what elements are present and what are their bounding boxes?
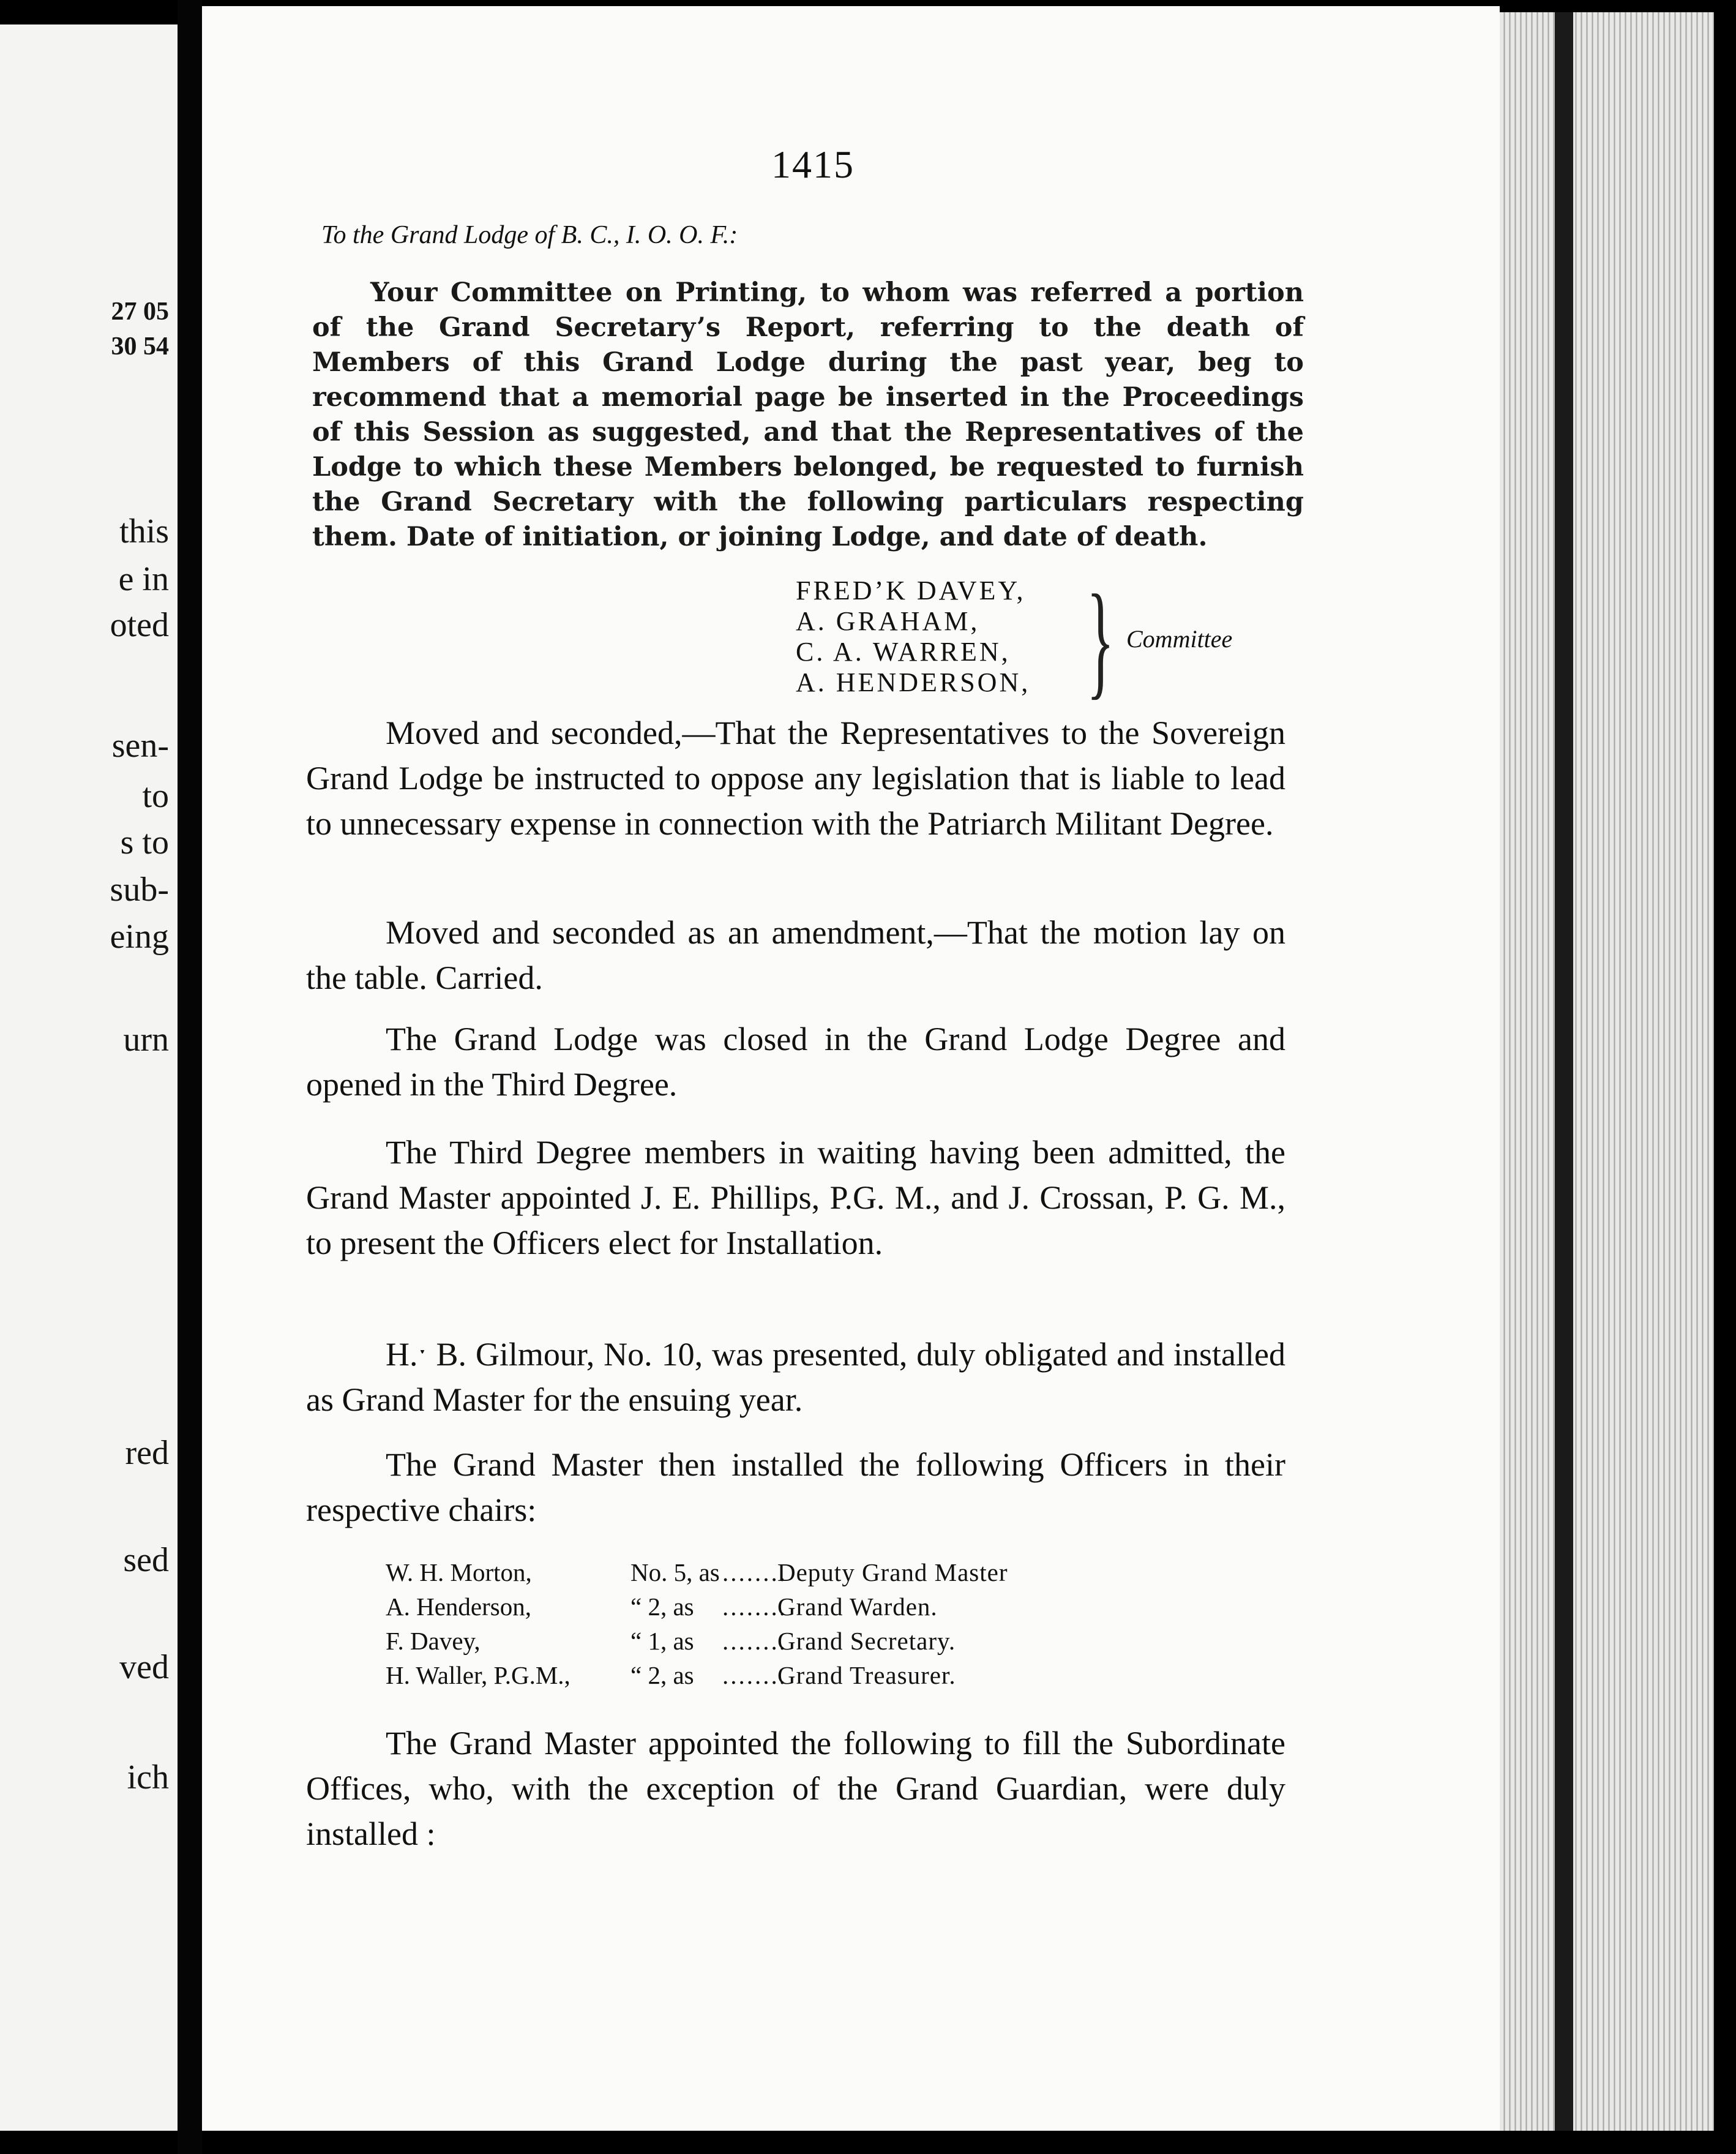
left-page-text: sen- (111, 727, 169, 765)
officer-name: W. H. Morton, (386, 1558, 532, 1586)
officer-lodge: “ 2, as (630, 1661, 694, 1689)
officer-name: A. Henderson, (386, 1593, 531, 1621)
paragraph: The Grand Master appointed the following to fill the Subordinate Offices, who, with the exception of the Grand Guardian, were duly installed : (306, 1725, 1285, 1852)
committee-report: Your Committee on Printing, to whom was referred a portion of the Grand Secretary’s Report, referring to the death of Members of this Grand Lodge during the past year, beg to recommend that a memorial page be inserted in the Proceedings of this Session as suggested, and that the Representatives of the Lodge to which these Members belonged, be requested to furnish the Grand Secretary with the following particulars respecting them. Date of initiation, or joining Lodge, and date of death. (312, 277, 1304, 552)
committee-signatures (796, 569, 1233, 711)
paragraph: H.ˑ B. Gilmour, No. 10, was presented, duly obligated and installed as Grand Master for the ensuing year. (306, 1336, 1285, 1418)
leader-dots: ........ (722, 1627, 787, 1655)
left-page-text: to (142, 777, 169, 815)
officer-name: H. Waller, P.G.M., (386, 1661, 571, 1689)
leader-dots: ........ (722, 1593, 787, 1621)
salutation: To the Grand Lodge of B. C., I. O. O. F.: (321, 221, 738, 249)
left-page-text: s to (120, 824, 169, 861)
left-page-text: 27 05 (111, 298, 169, 326)
officer-lodge: “ 1, as (630, 1627, 694, 1655)
left-page-text: sed (123, 1541, 169, 1579)
officer-row (386, 1589, 1108, 1624)
committee-member: C. A. WARREN, (796, 637, 1011, 667)
officer-name: F. Davey, (386, 1627, 481, 1655)
left-page-fragment (0, 24, 178, 2131)
committee-names (796, 576, 1030, 698)
left-page-text: 30 54 (111, 332, 169, 361)
left-page-text: sub- (110, 871, 169, 909)
officer-office: Grand Warden. (777, 1593, 938, 1621)
officer-lodge: No. 5, as (630, 1558, 720, 1586)
book-fore-edge (1500, 12, 1714, 2131)
leader-dots: ........ (722, 1558, 787, 1586)
left-page-text: oted (110, 606, 169, 644)
officer-row (386, 1555, 1108, 1589)
left-page-text: ved (119, 1648, 169, 1686)
left-page-text: urn (123, 1021, 169, 1059)
officer-lodge: “ 2, as (630, 1593, 694, 1621)
committee-member: FRED’K DAVEY, (796, 576, 1026, 606)
officer-row (386, 1624, 1108, 1658)
brace-icon: } (1087, 569, 1115, 711)
left-page-text: e in (118, 560, 169, 598)
left-page-text: ich (127, 1758, 169, 1796)
page-edge-shadow (1555, 12, 1573, 2131)
left-page-text: this (119, 512, 169, 550)
leader-dots: ........ (722, 1661, 787, 1689)
officer-office: Grand Secretary. (777, 1627, 956, 1655)
officer-office: Deputy Grand Master (777, 1558, 1008, 1586)
paragraph: Moved and seconded,—That the Representatives to the Sovereign Grand Lodge be instructed to oppose any legislation that is liable to lead to unnecessary expense in connection with the Patriarch Militant Degree. (306, 715, 1285, 842)
committee-member: A. GRAHAM, (796, 606, 980, 636)
book-gutter (178, 0, 202, 2154)
page-number: 1415 (771, 143, 855, 186)
officer-row (386, 1658, 1108, 1692)
committee-label: Committee (1126, 625, 1233, 653)
left-page-text: red (125, 1434, 169, 1472)
paragraph: The Grand Master then installed the following Officers in their respective chairs: (306, 1446, 1285, 1528)
page (202, 6, 1500, 2131)
officers-list (386, 1555, 1108, 1692)
paragraph: The Grand Lodge was closed in the Grand Lodge Degree and opened in the Third Degree. (306, 1021, 1285, 1103)
paragraph: The Third Degree members in waiting having been admitted, the Grand Master appointed J. E. Phillips, P.G. M., and J. Crossan, P. G. M., to present the Officers elect for Installation. (306, 1134, 1285, 1261)
paragraph: Moved and seconded as an amendment,—That the motion lay on the table. Carried. (306, 914, 1285, 996)
officer-office: Grand Treasurer. (777, 1661, 956, 1689)
left-page-text: eing (110, 918, 169, 956)
committee-member: A. HENDERSON, (796, 667, 1031, 697)
